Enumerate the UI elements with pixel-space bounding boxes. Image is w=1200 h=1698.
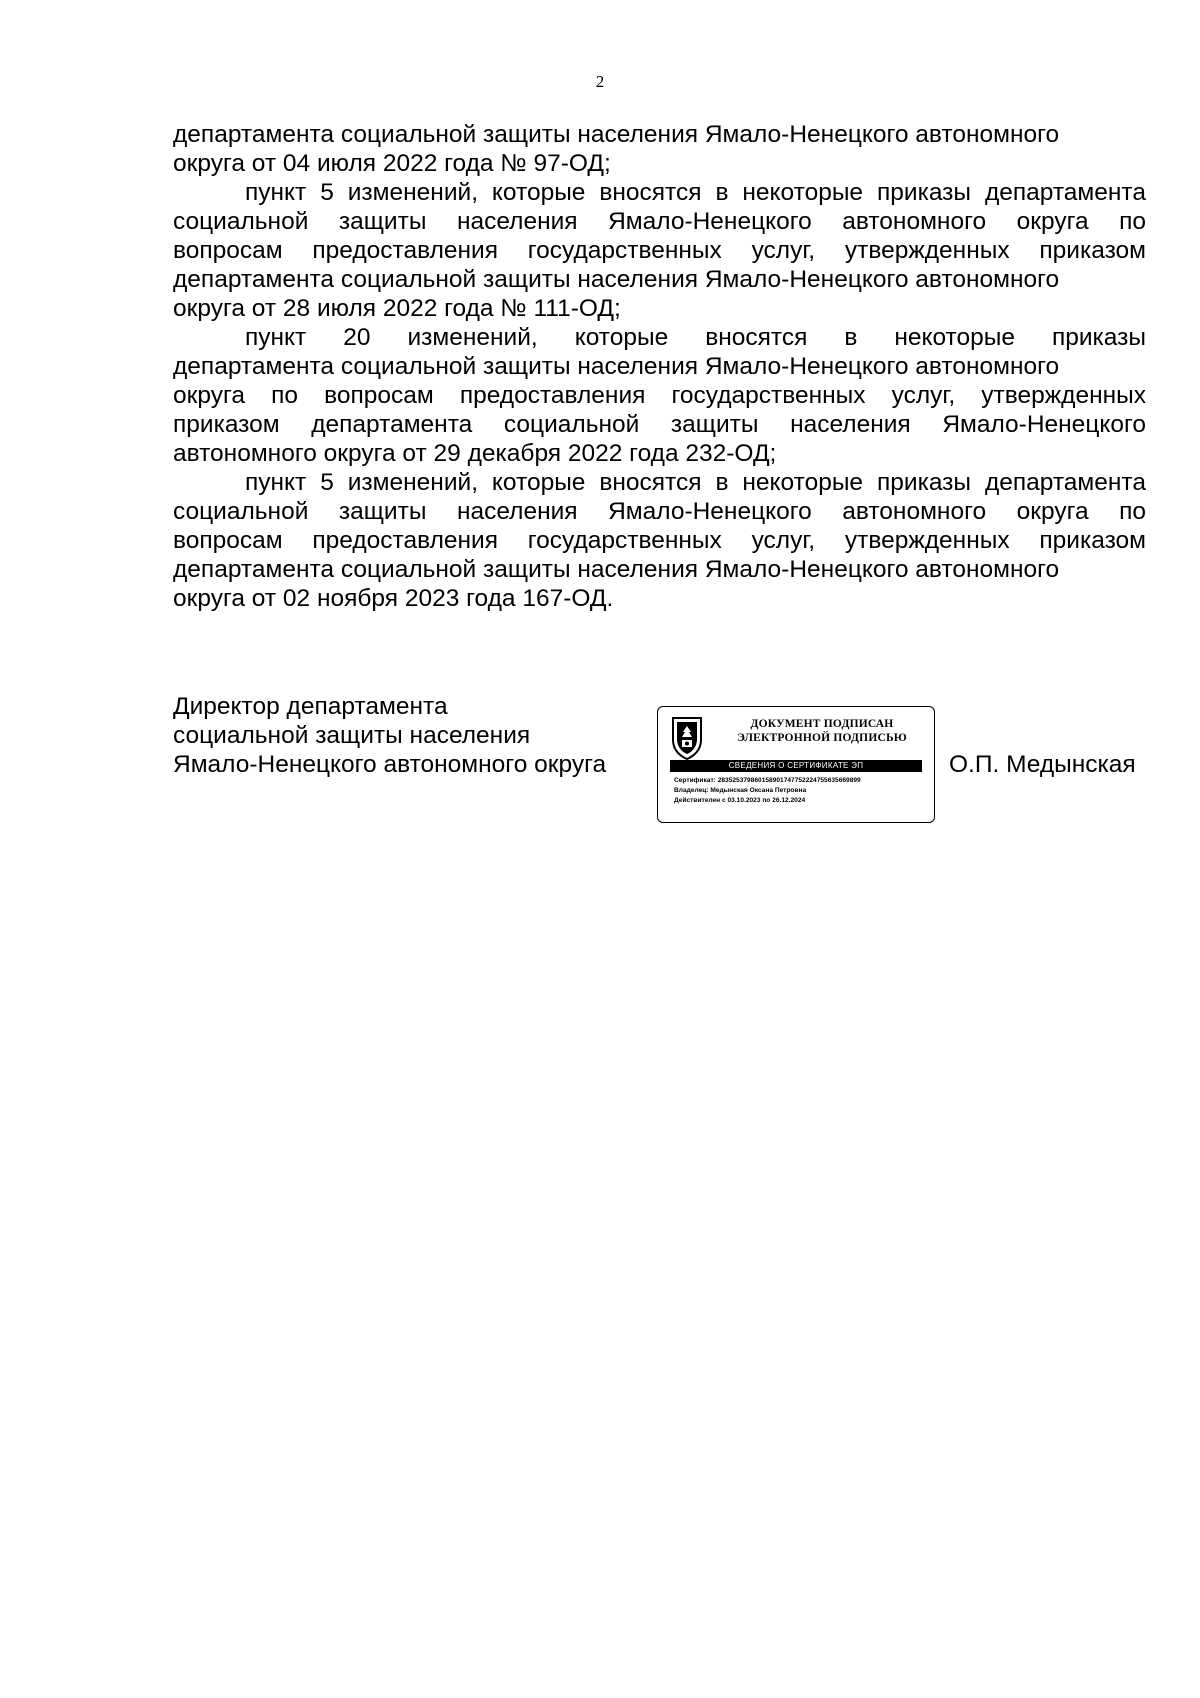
signer-position <box>173 692 606 779</box>
signer-position-line: социальной защиты населения <box>173 722 531 749</box>
text-line: пункт 5 изменений, которые вносятся в некоторые приказы департамента <box>245 179 1146 206</box>
signer-position-line: Ямало-Ненецкого автономного округа <box>173 751 607 778</box>
certificate-validity: Действителен с 03.10.2023 по 26.12.2024 <box>674 797 806 804</box>
text-line: департамента социальной защиты населения Ямало-Ненецкого автономного <box>173 353 1060 380</box>
certificate-owner: Владелец: Медынская Оксана Петровна <box>674 787 807 794</box>
certificate-details <box>674 776 924 806</box>
certificate-info-bar: СВЕДЕНИЯ О СЕРТИФИКАТЕ ЭП <box>670 760 922 772</box>
text-line: округа от 04 июля 2022 года № 97-ОД; <box>173 150 611 177</box>
signer-name: О.П. Медынская <box>949 751 1136 778</box>
text-line: автономного округа от 29 декабря 2022 года 232-ОД; <box>173 440 777 467</box>
text-line: департамента социальной защиты населения Ямало-Ненецкого автономного <box>173 121 1060 148</box>
coat-of-arms-icon <box>670 716 704 760</box>
signer-position-line: Директор департамента <box>173 693 448 720</box>
text-line: департамента социальной защиты населения Ямало-Ненецкого автономного <box>173 556 1060 583</box>
text-line: социальной защиты населения Ямало-Ненецкого автономного округа по <box>173 208 1146 235</box>
text-line: вопросам предоставления государственных услуг, утвержденных приказом <box>173 527 1146 554</box>
text-line: округа от 02 ноября 2023 года 167-ОД. <box>173 585 614 612</box>
text-line: приказом департамента социальной защиты населения Ямало-Ненецкого <box>173 411 1146 438</box>
text-line: департамента социальной защиты населения Ямало-Ненецкого автономного <box>173 266 1060 293</box>
document-body <box>173 120 1146 613</box>
electronic-signature-stamp <box>657 706 935 823</box>
text-line: округа по вопросам предоставления государственных услуг, утвержденных <box>173 382 1146 409</box>
text-line: социальной защиты населения Ямало-Ненецкого автономного округа по <box>173 498 1146 525</box>
certificate-number: Сертификат: 283525379860158901747752224755635669899 <box>674 777 861 784</box>
text-line: округа от 28 июля 2022 года № 111-ОД; <box>173 295 621 322</box>
text-line: пункт 20 изменений, которые вносятся в некоторые приказы <box>245 324 1146 351</box>
text-line: пункт 5 изменений, которые вносятся в некоторые приказы департамента <box>245 469 1146 496</box>
page-number: 2 <box>595 72 605 91</box>
stamp-title-line: ЭЛЕКТРОННОЙ ПОДПИСЬЮ <box>737 732 907 744</box>
stamp-title-line: ДОКУМЕНТ ПОДПИСАН <box>750 718 894 730</box>
stamp-title <box>716 717 928 745</box>
text-line: вопросам предоставления государственных услуг, утвержденных приказом <box>173 237 1146 264</box>
